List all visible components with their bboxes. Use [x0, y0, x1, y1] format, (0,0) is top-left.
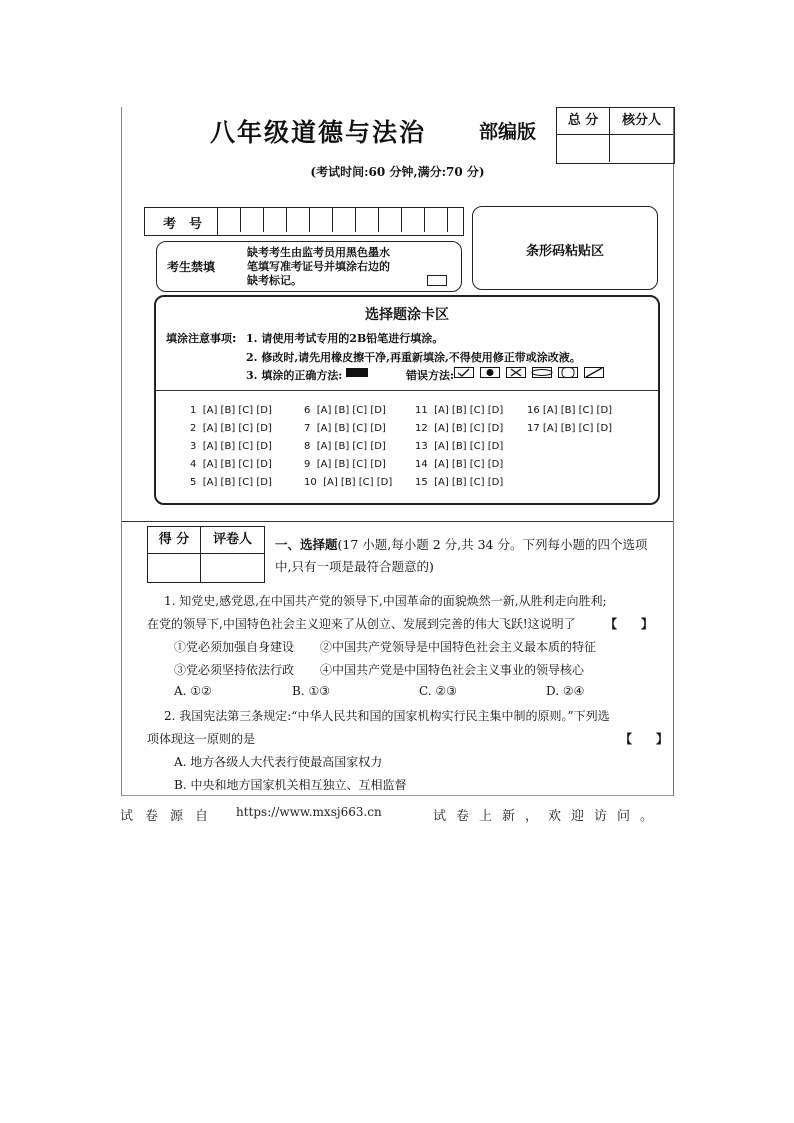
q1-statement-3: ③党必须坚持依法行政	[174, 663, 295, 677]
q1-statement-2: ②中国共产党领导是中国特色社会主义最本质的特征	[320, 640, 597, 654]
section-desc-line2: 中,只有一项是最符合题意的)	[275, 559, 434, 574]
q2-line1: 2. 我国宪法第三条规定:“中华人民共和国的国家机构实行民主集中制的原则。”下列选	[164, 709, 610, 723]
candidate-id-cells[interactable]	[217, 208, 464, 235]
q1-choice-b: B. ①③	[292, 684, 330, 698]
footer-source-label: 试卷源自	[120, 809, 221, 824]
q1-statement-1: ①党必须加强自身建设	[174, 640, 295, 654]
wrong-methods-icons	[454, 366, 614, 380]
answer-row-2[interactable]: 2 [A] [B] [C] [D]	[190, 423, 272, 434]
q1-line1: 1. 知党史,感党恩,在中国共产党的领导下,中国革命的面貌焕然一新,从胜利走向胜利;	[164, 594, 607, 608]
answer-card-title: 选择题涂卡区	[365, 307, 449, 323]
q1-answer-bracket[interactable]: 【 】	[605, 617, 654, 631]
answer-row-17[interactable]: 17 [A] [B] [C] [D]	[527, 423, 613, 434]
absence-panel	[156, 241, 462, 292]
prohibited-label: 考生禁填	[167, 260, 216, 274]
note-2: 2. 修改时,请先用橡皮擦干净,再重新填涂,不得使用修正带或涂改液。	[246, 351, 581, 364]
note-3: 3. 填涂的正确方法:	[246, 369, 343, 382]
answer-row-14[interactable]: 14 [A] [B] [C] [D]	[415, 459, 504, 470]
answer-card	[154, 295, 660, 505]
q1-line2: 在党的领导下,中国特色社会主义迎来了从创立、发展到完善的伟大飞跃!这说明了	[147, 617, 576, 631]
slash-icon	[585, 368, 604, 378]
absence-mark-box[interactable]	[427, 275, 447, 286]
score-checker-label: 核分人	[610, 108, 673, 135]
exam-title: 八年级道德与法治	[210, 118, 427, 147]
absence-note: 缺考考生由监考员用黑色墨水 笔填写准考证号并填涂右边的 缺考标记。	[247, 246, 390, 287]
section-divider	[122, 521, 673, 522]
correct-fill-sample	[346, 368, 368, 377]
section-score-box	[147, 526, 265, 583]
answer-row-16[interactable]: 16 [A] [B] [C] [D]	[527, 405, 613, 416]
cross-icon	[507, 368, 526, 378]
edition-label: 部编版	[479, 121, 537, 143]
dash-icon	[532, 368, 552, 378]
barcode-area	[472, 206, 658, 290]
answer-row-9[interactable]: 9 [A] [B] [C] [D]	[304, 459, 386, 470]
answer-row-13[interactable]: 13 [A] [B] [C] [D]	[415, 441, 504, 452]
bracket-icon	[559, 368, 578, 378]
candidate-id-label: 考 号	[163, 217, 203, 232]
answer-row-11[interactable]: 11 [A] [B] [C] [D]	[415, 405, 504, 416]
answer-row-1[interactable]: 1 [A] [B] [C] [D]	[190, 405, 272, 416]
q2-option-b: B. 中央和地方国家机关相互独立、互相监督	[174, 778, 407, 792]
q1-statement-4: ④中国共产党是中国特色社会主义事业的领导核心	[320, 663, 585, 677]
exam-sheet	[121, 107, 674, 796]
answer-row-7[interactable]: 7 [A] [B] [C] [D]	[304, 423, 386, 434]
check-mark-icon	[455, 368, 474, 378]
section-grader-label: 评卷人	[201, 527, 264, 554]
q2-answer-bracket[interactable]: 【 】	[620, 732, 669, 746]
q1-choice-c: C. ②③	[419, 684, 457, 698]
total-score-field[interactable]	[557, 135, 610, 162]
notes-label: 填涂注意事项:	[166, 332, 237, 345]
barcode-label: 条形码粘贴区	[525, 244, 604, 259]
answer-card-divider	[156, 390, 658, 391]
answer-row-8[interactable]: 8 [A] [B] [C] [D]	[304, 441, 386, 452]
wrong-method-label: 错误方法:	[406, 369, 455, 382]
score-box	[556, 107, 675, 164]
answer-row-3[interactable]: 3 [A] [B] [C] [D]	[190, 441, 272, 452]
answer-row-6[interactable]: 6 [A] [B] [C] [D]	[304, 405, 386, 416]
dot-icon	[481, 368, 500, 378]
answer-row-5[interactable]: 5 [A] [B] [C] [D]	[190, 477, 272, 488]
candidate-id-row	[144, 207, 464, 236]
exam-info: (考试时间:60 分钟,满分:70 分)	[310, 165, 485, 179]
q2-option-a: A. 地方各级人大代表行使最高国家权力	[174, 755, 383, 769]
answer-row-12[interactable]: 12 [A] [B] [C] [D]	[415, 423, 504, 434]
footer-url[interactable]: https://www.mxsj663.cn	[236, 805, 382, 819]
q1-choice-d: D. ②④	[546, 684, 585, 698]
answer-row-4[interactable]: 4 [A] [B] [C] [D]	[190, 459, 272, 470]
note-1: 1. 请使用考试专用的2B铅笔进行填涂。	[246, 332, 444, 345]
total-score-label: 总 分	[557, 108, 610, 135]
footer-promo: 试卷上新，欢迎访问。	[433, 809, 664, 824]
score-checker-field[interactable]	[610, 135, 673, 162]
answer-row-15[interactable]: 15 [A] [B] [C] [D]	[415, 477, 504, 488]
section-score-label: 得 分	[148, 527, 201, 554]
q1-choice-a: A. ①②	[174, 684, 212, 698]
section-grader-field[interactable]	[201, 554, 264, 582]
answer-row-10[interactable]: 10 [A] [B] [C] [D]	[304, 477, 393, 488]
section-heading: 一、选择题(17 小题,每小题 2 分,共 34 分。下列每小题的四个选项	[275, 537, 648, 552]
section-score-field[interactable]	[148, 554, 201, 582]
q2-line2: 项体现这一原则的是	[147, 732, 256, 746]
